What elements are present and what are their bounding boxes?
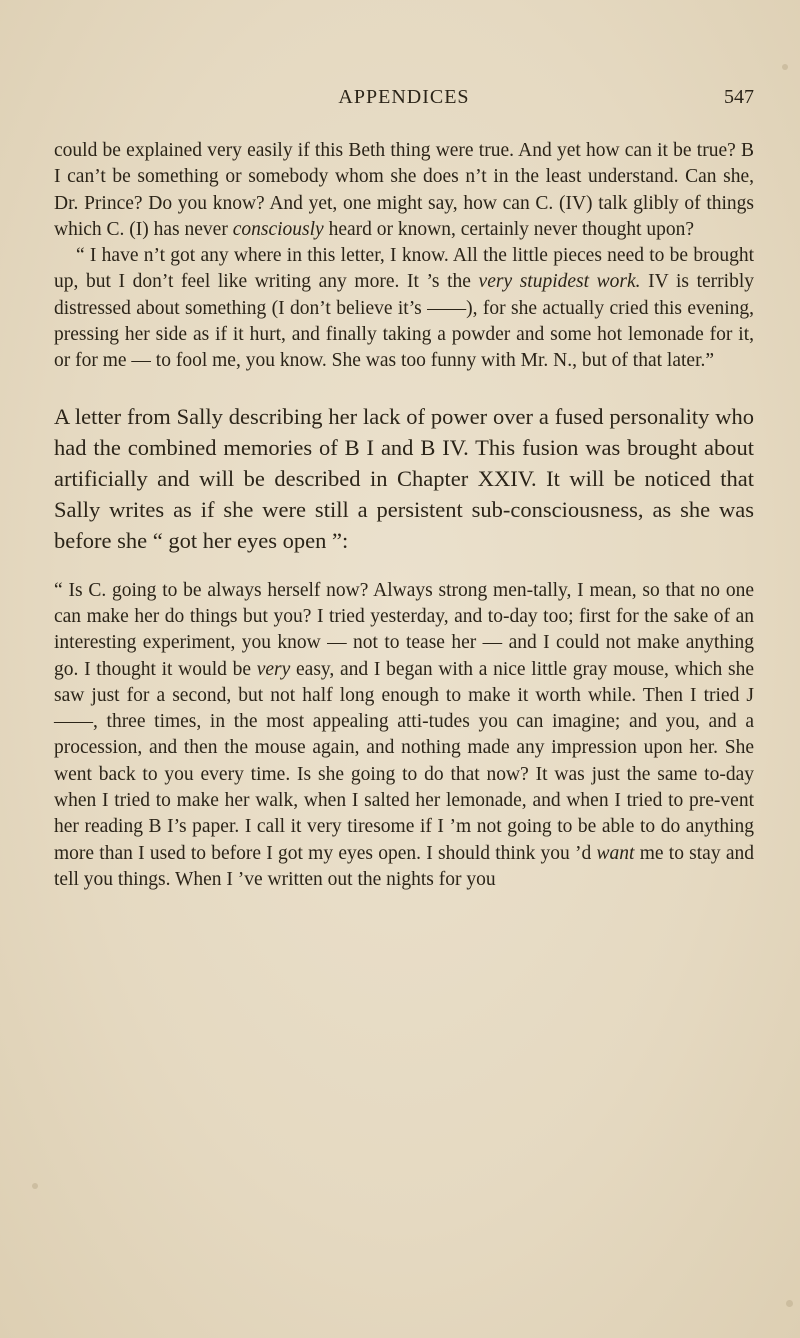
quote-emphasis-2: want — [596, 842, 635, 864]
page-header — [54, 86, 754, 116]
sally-letter-quote — [54, 578, 754, 894]
paper-spot — [32, 1183, 38, 1189]
quote-text-c: me to stay and tell you things. When I ’ve written out the nights for you — [54, 842, 754, 890]
paper-spot — [786, 1300, 793, 1307]
body-text — [54, 138, 754, 893]
quote-emphasis-1: very — [256, 658, 291, 680]
quote-text-a: “ Is C. going to be always herself now? Always strong men-tally, I mean, so that no one can make her do things but you? I tried yesterday, and to-day too; first for the sake of an interesting experiment, you know — not to tease her — and I could not make anything go. I thought it would be — [54, 579, 754, 680]
paragraph-2 — [54, 243, 754, 374]
paragraph-1-text: could be explained very easily if this Beth thing were true. And yet how can it be true? B I can’t be something or somebody whom she does n’t in the least understand. Can she, Dr. Prince? Do you know? And yet, one might say, how can C. (IV) talk glibly of things which C. (I) has never — [54, 140, 754, 240]
letter-introduction: A letter from Sally describing her lack of power over a fused personality who had the combined memories of B I and B IV. This fusion was brought about artificially and will be described in Chapter XXIV. It will be noticed that Sally writes as if she were still a persistent sub-consciousness, as she was before she “ got her eyes open ”: — [54, 403, 754, 553]
paragraph-1 — [54, 138, 754, 243]
paragraph-1-end: heard or known, certainly never thought upon? — [323, 218, 695, 240]
paragraph-1-emphasis: consciously — [232, 218, 324, 240]
paper-spot — [782, 64, 788, 70]
paragraph-2-text-b: IV is terribly distressed about something (I don’t believe it’s ——), for she actually cried this evening, pressing her side as if it hurt, and finally taking a powder and some hot lemonade for it, or for me — to fool me, you know. She was too funny with Mr. N., but of that later.” — [54, 271, 754, 372]
quote-text-b: easy, and I began with a nice little gray mouse, which she saw just for a second, but not half long enough to make it worth while. Then I tried J——, three times, in the most appealing atti-tudes you can imagine; and you, and a procession, and then the mouse again, and nothing made any impression upon her. She went back to you every time. Is she going to do that now? It was just the same to-day when I tried to make her walk, when I salted her lemonade, and when I tried to pre-vent her reading B I’s paper. I call it very tiresome if I ’m not going to be able to do anything more than I used to before I got my eyes open. I should think you ’d — [54, 658, 754, 864]
running-head: APPENDICES — [338, 86, 470, 108]
paragraph-2-text-a: “ I have n’t got any where in this letter, I know. All the little pieces need to be brought up, but I don’t feel like writing any more. It ’s the — [54, 245, 754, 293]
paragraph-2-emphasis: very stupidest work. — [478, 271, 641, 293]
page-number: 547 — [724, 86, 754, 108]
